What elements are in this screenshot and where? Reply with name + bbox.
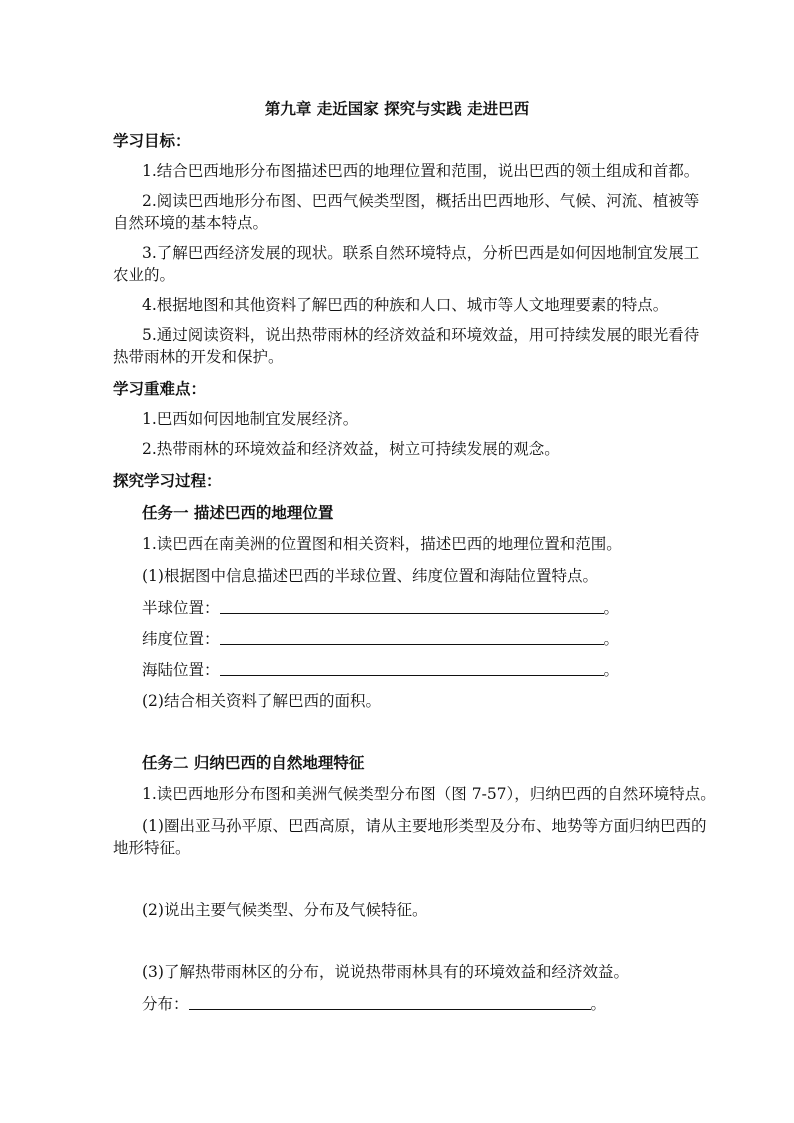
task2-question-1-1-cont: 地形特征。 xyxy=(113,839,191,857)
blank-label: 海陆位置： xyxy=(142,661,220,679)
objective-item-3: 3.了解巴西经济发展的现状。联系自然环境特点，分析巴西是如何因地制宜发展工 xyxy=(142,244,700,262)
blank-line[interactable] xyxy=(189,994,591,1010)
blank-line[interactable] xyxy=(220,629,604,645)
task2-question-1: 1.读巴西地形分布图和美洲气候类型分布图（图 7-57），归纳巴西的自然环境特点。 xyxy=(142,785,716,803)
blank-line[interactable] xyxy=(220,598,604,614)
blank-label: 半球位置： xyxy=(142,599,220,617)
objective-item-5-cont: 热带雨林的开发和保护。 xyxy=(113,348,284,366)
objective-item-2: 2.阅读巴西地形分布图、巴西气候类型图，概括出巴西地形、气候、河流、植被等 xyxy=(142,192,700,210)
blank-end: 。 xyxy=(590,995,607,1013)
blank-end: 。 xyxy=(603,661,620,679)
objective-item-2-cont: 自然环境的基本特点。 xyxy=(113,214,269,232)
blank-end: 。 xyxy=(603,599,620,617)
process-heading: 探究学习过程： xyxy=(113,471,222,490)
task1-question-1: 1.读巴西在南美洲的位置图和相关资料，描述巴西的地理位置和范围。 xyxy=(142,535,622,553)
fill-blank-distribution xyxy=(142,994,606,1014)
fill-blank-sea-land xyxy=(142,660,619,680)
objective-item-3-cont: 农业的。 xyxy=(113,266,176,284)
key-point-item-1: 1.巴西如何因地制宜发展经济。 xyxy=(142,410,359,428)
blank-end: 。 xyxy=(603,630,620,648)
blank-label: 分布： xyxy=(142,995,189,1013)
task1-question-1-1: (1)根据图中信息描述巴西的半球位置、纬度位置和海陆位置特点。 xyxy=(142,567,598,585)
objectives-heading: 学习目标： xyxy=(113,131,191,150)
task2-title: 任务二 归纳巴西的自然地理特征 xyxy=(142,753,365,772)
fill-blank-latitude xyxy=(142,629,619,649)
objective-item-5: 5.通过阅读资料，说出热带雨林的经济效益和环境效益，用可持续发展的眼光看待 xyxy=(142,326,700,344)
task2-question-1-3: (3)了解热带雨林区的分布，说说热带雨林具有的环境效益和经济效益。 xyxy=(142,963,629,981)
objective-item-1: 1.结合巴西地形分布图描述巴西的地理位置和范围，说出巴西的领土组成和首都。 xyxy=(142,162,700,180)
fill-blank-hemisphere xyxy=(142,598,619,618)
page-title: 第九章 走近国家 探究与实践 走进巴西 xyxy=(264,99,530,118)
task2-question-1-1: (1)圈出亚马孙平原、巴西高原，请从主要地形类型及分布、地势等方面归纳巴西的 xyxy=(142,817,707,835)
objective-item-4: 4.根据地图和其他资料了解巴西的种族和人口、城市等人文地理要素的特点。 xyxy=(142,296,669,314)
key-point-item-2: 2.热带雨林的环境效益和经济效益，树立可持续发展的观念。 xyxy=(142,440,560,458)
task1-title: 任务一 描述巴西的地理位置 xyxy=(142,503,334,522)
blank-line[interactable] xyxy=(220,660,604,676)
blank-label: 纬度位置： xyxy=(142,630,220,648)
task2-question-1-2: (2)说出主要气候类型、分布及气候特征。 xyxy=(142,901,428,919)
key-points-heading: 学习重难点： xyxy=(113,379,207,398)
task1-question-1-2: (2)结合相关资料了解巴西的面积。 xyxy=(142,692,381,710)
